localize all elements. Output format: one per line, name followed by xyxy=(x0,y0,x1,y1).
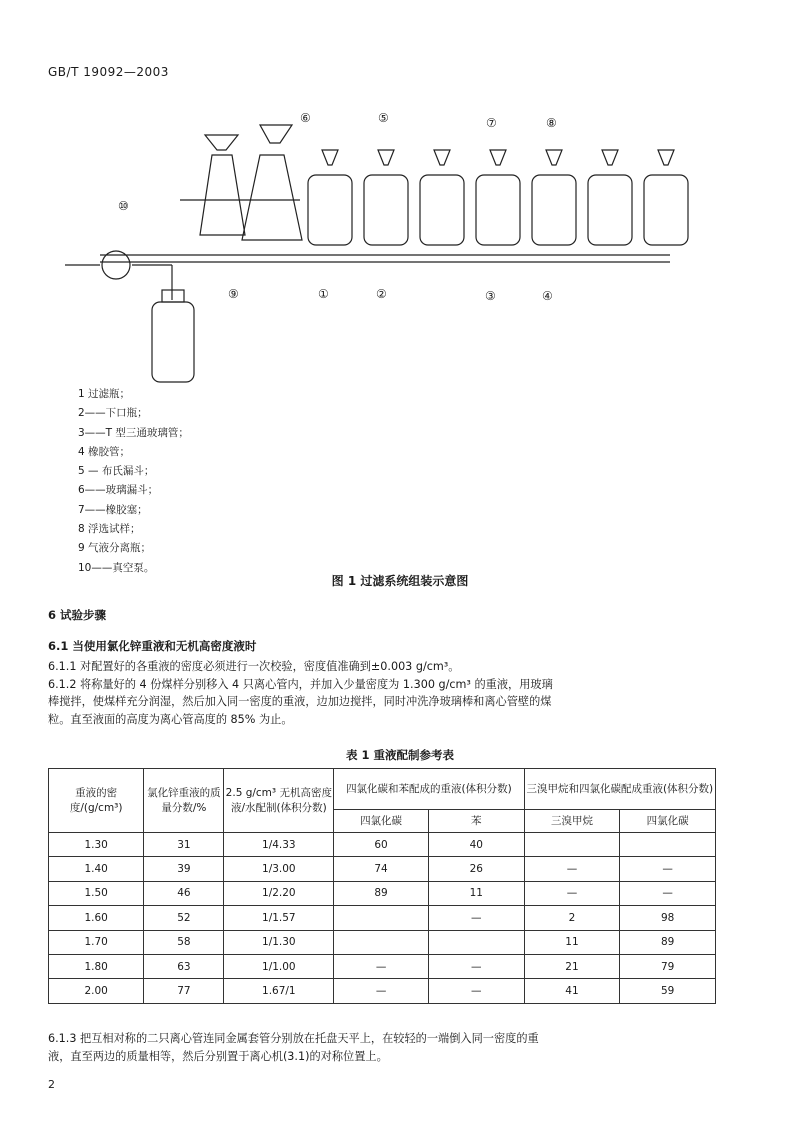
table-cell: 11 xyxy=(524,930,620,954)
table-cell: 39 xyxy=(144,857,224,881)
figure-legend xyxy=(78,385,189,578)
table-cell: 63 xyxy=(144,954,224,978)
table-row xyxy=(49,881,716,905)
table-row xyxy=(49,930,716,954)
table-cell: 46 xyxy=(144,881,224,905)
col-ccl4b: 四氯化碳 xyxy=(620,810,716,833)
table-cell xyxy=(334,906,429,930)
col-inorganic: 2.5 g/cm³ 无机高密度液/水配制(体积分数) xyxy=(224,769,334,833)
table-cell: — xyxy=(524,881,620,905)
figure-caption: 图 1 过滤系统组装示意图 xyxy=(331,574,469,588)
callout-8: ⑧ xyxy=(546,116,557,130)
table-cell: — xyxy=(524,857,620,881)
paragraph-line: 棒搅拌，使煤样充分润湿，然后加入同一密度的重液，边加边搅拌，同时冲洗净玻璃棒和离心管壁的煤 xyxy=(48,695,552,708)
table-cell: 1.67/1 xyxy=(224,979,334,1003)
standard-header: GB/T 19092—2003 xyxy=(48,65,169,79)
table-cell: 31 xyxy=(144,833,224,857)
table-cell: 74 xyxy=(334,857,429,881)
table-cell: 21 xyxy=(524,954,620,978)
table-cell xyxy=(334,930,429,954)
table-cell: — xyxy=(334,979,429,1003)
table-cell xyxy=(620,833,716,857)
col-chbr3: 三溴甲烷 xyxy=(524,810,620,833)
legend-item: 10——真空泵。 xyxy=(78,561,155,574)
legend-item: 8 浮选试样； xyxy=(78,523,141,536)
table-row xyxy=(49,906,716,930)
table-cell: 98 xyxy=(620,906,716,930)
col-benzene: 苯 xyxy=(428,810,524,833)
table-cell: — xyxy=(428,979,524,1003)
table-cell: — xyxy=(620,857,716,881)
callout-5: ⑤ xyxy=(378,111,389,125)
table-cell: 1/1.57 xyxy=(224,906,334,930)
table-cell: 60 xyxy=(334,833,429,857)
legend-item: 9 气液分离瓶； xyxy=(78,542,152,555)
table-cell xyxy=(524,833,620,857)
table-cell: 79 xyxy=(620,954,716,978)
table-cell: — xyxy=(334,954,429,978)
table-cell: 1/1.00 xyxy=(224,954,334,978)
table-cell: 1.80 xyxy=(49,954,144,978)
table-row xyxy=(49,833,716,857)
callout-2: ② xyxy=(376,287,387,301)
table-cell: 58 xyxy=(144,930,224,954)
table-cell: — xyxy=(428,906,524,930)
section-heading: 6 试验步骤 xyxy=(48,608,107,622)
table-cell: 77 xyxy=(144,979,224,1003)
col-group-chbr3-ccl4: 三溴甲烷和四氯化碳配成重液(体积分数) xyxy=(524,769,715,810)
table-cell: — xyxy=(620,881,716,905)
table-cell: 1.60 xyxy=(49,906,144,930)
legend-item: 4 橡胶管； xyxy=(78,445,131,458)
table-row xyxy=(49,979,716,1003)
table-cell: 26 xyxy=(428,857,524,881)
table-cell: 41 xyxy=(524,979,620,1003)
legend-item: 5 — 布氏漏斗； xyxy=(78,465,155,478)
table-cell: 1.40 xyxy=(49,857,144,881)
paragraph-line: 6.1.2 将称量好的 4 份煤样分别移入 4 只离心管内，并加入少量密度为 1.300 g/cm³ 的重液，用玻璃 xyxy=(48,677,553,691)
col-group-ccl4-benzene: 四氯化碳和苯配成的重液(体积分数) xyxy=(334,769,524,810)
page-number: 2 xyxy=(48,1078,55,1091)
callout-1: ① xyxy=(318,287,329,301)
callout-10: ⑩ xyxy=(118,199,129,213)
col-zncl2: 氯化锌重液的质量分数/% xyxy=(144,769,224,833)
callout-6: ⑥ xyxy=(300,111,311,125)
table-cell: 1.70 xyxy=(49,930,144,954)
legend-item: 6——玻璃漏斗； xyxy=(78,484,159,497)
table-cell: 11 xyxy=(428,881,524,905)
table-cell: 1/2.20 xyxy=(224,881,334,905)
paragraph-line: 粒。直至液面的高度为离心管高度的 85% 为止。 xyxy=(48,712,293,726)
table-cell: 1.30 xyxy=(49,833,144,857)
paragraph-line: 6.1.1 对配置好的各重液的密度必须进行一次校验，密度值准确到±0.003 g/cm³。 xyxy=(48,660,460,673)
callout-4: ④ xyxy=(542,289,553,303)
table-title: 表 1 重液配制参考表 xyxy=(345,748,454,762)
col-density: 重液的密度/(g/cm³) xyxy=(49,769,144,833)
table-cell: — xyxy=(428,954,524,978)
subsection-heading: 6.1 当使用氯化锌重液和无机高密度液时 xyxy=(48,639,257,653)
table-cell: 2 xyxy=(524,906,620,930)
table-cell: 52 xyxy=(144,906,224,930)
table-cell: 59 xyxy=(620,979,716,1003)
table-cell: 89 xyxy=(620,930,716,954)
callout-3: ③ xyxy=(485,289,496,303)
paragraph-6-1-3 xyxy=(48,1030,752,1065)
table-cell: 2.00 xyxy=(49,979,144,1003)
paragraph-line: 6.1.3 把互相对称的二只离心管连同金属套管分别放在托盘天平上，在较轻的一端倒入同一密度的重 xyxy=(48,1032,539,1045)
col-ccl4: 四氯化碳 xyxy=(334,810,429,833)
legend-item: 7——橡胶塞； xyxy=(78,503,148,516)
callout-9: ⑨ xyxy=(228,287,239,301)
paragraph-6-1-1 xyxy=(48,658,752,728)
legend-item: 2——下口瓶； xyxy=(78,407,148,420)
table-cell xyxy=(428,930,524,954)
table-cell: 1/1.30 xyxy=(224,930,334,954)
table-cell: 89 xyxy=(334,881,429,905)
filtration-system-figure xyxy=(60,105,760,390)
paragraph-line: 液，直至两边的质量相等，然后分别置于离心机(3.1)的对称位置上。 xyxy=(48,1049,388,1063)
table-row xyxy=(49,954,716,978)
table-row xyxy=(49,857,716,881)
table-cell: 1.50 xyxy=(49,881,144,905)
legend-item: 3——T 型三通玻璃管； xyxy=(78,426,189,439)
table-cell: 40 xyxy=(428,833,524,857)
table-cell: 1/4.33 xyxy=(224,833,334,857)
heavy-liquid-table xyxy=(48,768,716,1004)
table-cell: 1/3.00 xyxy=(224,857,334,881)
legend-item: 1 过滤瓶； xyxy=(78,388,131,400)
callout-7: ⑦ xyxy=(486,116,497,130)
